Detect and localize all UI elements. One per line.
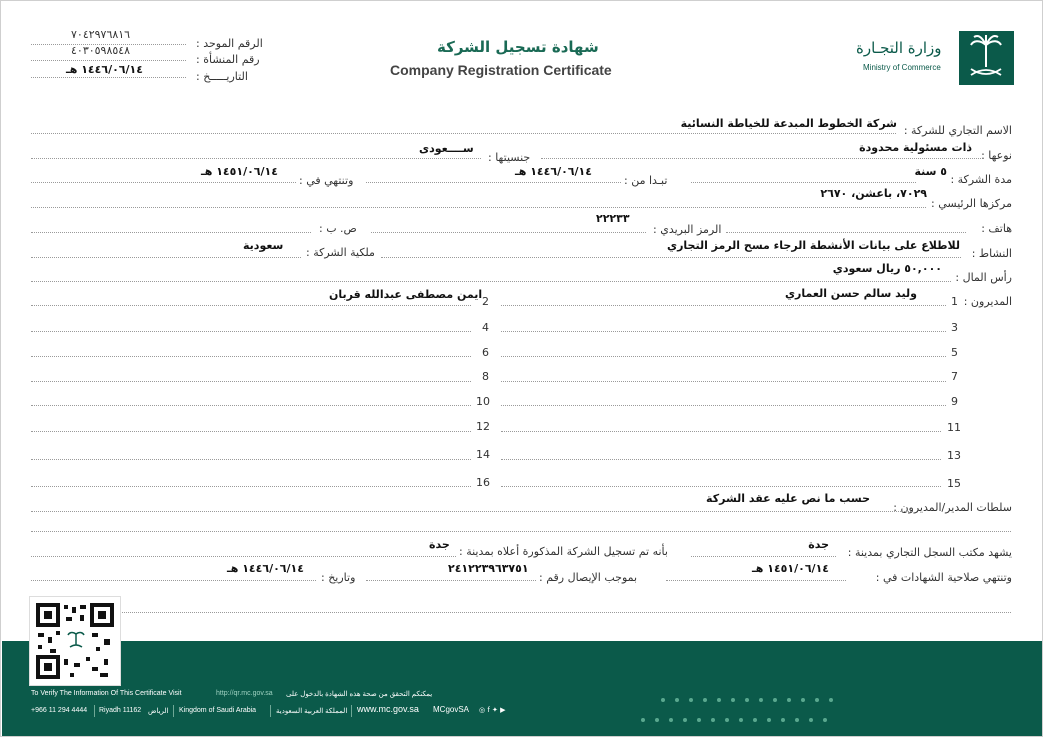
verify-text-en: To Verify The Information Of This Certificate Visit (31, 690, 182, 697)
footer-phone: +966 11 294 4444 (31, 707, 88, 714)
ministry-name-ar: وزارة التجـارة (856, 39, 942, 57)
company-name: شركة الخطوط المبدعة للخياطة النسائية (680, 117, 897, 130)
manager-number: 14 (476, 448, 490, 461)
ministry-logo (959, 31, 1014, 85)
manager-number: 3 (951, 321, 958, 334)
verify-link[interactable]: http://qr.mc.gov.sa (216, 690, 273, 697)
footer-social[interactable]: MCgovSA (433, 705, 470, 714)
company-type: ذات مسئولية محدودة (859, 141, 972, 154)
duration-label: مدة الشركة : (950, 173, 1012, 186)
nationality-label: جنسيتها : (488, 151, 531, 164)
youtube-icon[interactable]: ▶ (500, 706, 506, 714)
manager-number: 6 (482, 346, 489, 359)
title-en: Company Registration Certificate (390, 62, 612, 78)
receipt-label: بموجب الإيصال رقم : (539, 571, 638, 584)
ministry-name-en: Ministry of Commerce (863, 63, 941, 72)
activity-label: النشاط : (971, 247, 1012, 260)
ends-value: ١٤٥١/٠٦/١٤ هـ (201, 165, 278, 178)
establishment-number: ٤٠٣٠٥٩٨٥٤٨ (71, 44, 131, 57)
certificate-date: ١٤٤٦/٠٦/١٤ هـ (66, 63, 143, 76)
verify-text-ar: يمكنكم التحقق من صحة هذه الشهادة بالدخول على (286, 691, 433, 698)
capital-value: ٥٠,٠٠٠ ريال سعودي (832, 262, 942, 275)
nationality-value: ســــعودى (419, 142, 474, 155)
starts-label: تبـدا من : (624, 174, 668, 187)
manager-number: 5 (951, 346, 958, 359)
footer-riyadh-ar: الرياض (148, 708, 169, 715)
manager-number: 16 (476, 476, 490, 489)
type-label: نوعها : (981, 149, 1012, 162)
manager-number: 10 (476, 395, 490, 408)
receipt-date: ١٤٤٦/٠٦/١٤ هـ (227, 562, 304, 575)
authority-label: سلطات المدير/المديرون : (893, 501, 1012, 514)
footer-riyadh: Riyadh 11162 (99, 707, 142, 714)
receipt-number: ٢٤١٢٢٣٩٦٣٧٥١ (448, 562, 529, 575)
witness-label: يشهد مكتب السجل التجاري بمدينة : (847, 546, 1012, 559)
ownership-value: سعودية (243, 239, 284, 252)
palm-swords-icon (959, 31, 1014, 85)
company-name-label: الاسم التجاري للشركة : (903, 124, 1012, 137)
unified-number-label: الرقم الموحد : (196, 37, 263, 50)
footer-website[interactable]: www.mc.gov.sa (357, 704, 419, 714)
social-icons[interactable] (479, 706, 506, 714)
receipt-date-label: وتاريخ : (321, 571, 356, 584)
manager-number: 12 (476, 420, 490, 433)
footer-kingdom: Kingdom of Saudi Arabia (179, 707, 257, 714)
manager-number: 13 (947, 449, 961, 462)
ownership-label: ملكية الشركة : (306, 246, 375, 259)
ends-label: وتنتهي في : (299, 174, 354, 187)
postal-label: الرمز البريدي : (653, 223, 722, 236)
decor-dots-top (661, 687, 843, 706)
activity-value: للاطلاع على بيانات الأنشطة الرجاء مسح الرمز التجاري (666, 239, 960, 252)
registered-label: بأنه تم تسجيل الشركة المذكورة أعلاه بمدينة : (459, 545, 668, 558)
managers-label: المديرون : (963, 295, 1012, 308)
qr-code-icon (30, 597, 120, 685)
manager-number: 11 (947, 421, 961, 434)
manager-number: 7 (951, 370, 958, 383)
witness-city: جدة (808, 538, 829, 551)
validity-label: وتنتهي صلاحية الشهادات في : (875, 571, 1012, 584)
manager-1: وليد سالم حسن العماري (784, 287, 917, 300)
twitter-icon[interactable]: ✦ (492, 706, 498, 714)
decor-dots-bottom (641, 707, 837, 726)
starts-value: ١٤٤٦/٠٦/١٤ هـ (515, 165, 592, 178)
manager-number: 8 (482, 370, 489, 383)
hq-label: مركزها الرئيسي : (931, 197, 1012, 210)
date-label: التاريـــــخ : (196, 70, 248, 83)
footer-kingdom-ar: المملكة العربية السعودية (276, 708, 348, 715)
duration-value: ٥ سنة (914, 165, 947, 178)
capital-label: رأس المال : (955, 271, 1012, 284)
footer-band (2, 641, 1042, 736)
hq-value: ٧٠٢٩، باعشن، ٢٦٧٠ (820, 187, 927, 200)
validity-value: ١٤٥١/٠٦/١٤ هـ (752, 562, 829, 575)
establishment-number-label: رقم المنشأة : (196, 53, 260, 66)
pobox-label: ص. ب : (319, 222, 357, 235)
manager-number: 9 (951, 395, 958, 408)
facebook-icon[interactable]: f (487, 706, 490, 714)
manager-number: 2 (482, 295, 489, 308)
manager-2: ايمن مصطفى عبدالله قربان (329, 288, 483, 301)
manager-number: 4 (482, 321, 489, 334)
authority-value: حسب ما نص عليه عقد الشركة (706, 492, 870, 505)
instagram-icon[interactable]: ◎ (479, 706, 486, 714)
postal-value: ٢٢٢٣٣ (596, 212, 630, 225)
registered-city: جدة (429, 538, 450, 551)
manager-number: 15 (947, 477, 961, 490)
phone-label: هاتف : (981, 222, 1012, 235)
qr-code[interactable] (29, 596, 121, 686)
title-ar: شهادة تسجيل الشركة (437, 38, 599, 56)
manager-number: 1 (951, 295, 958, 308)
unified-number: ٧٠٤٢٩٧٦٨١٦ (71, 28, 131, 41)
